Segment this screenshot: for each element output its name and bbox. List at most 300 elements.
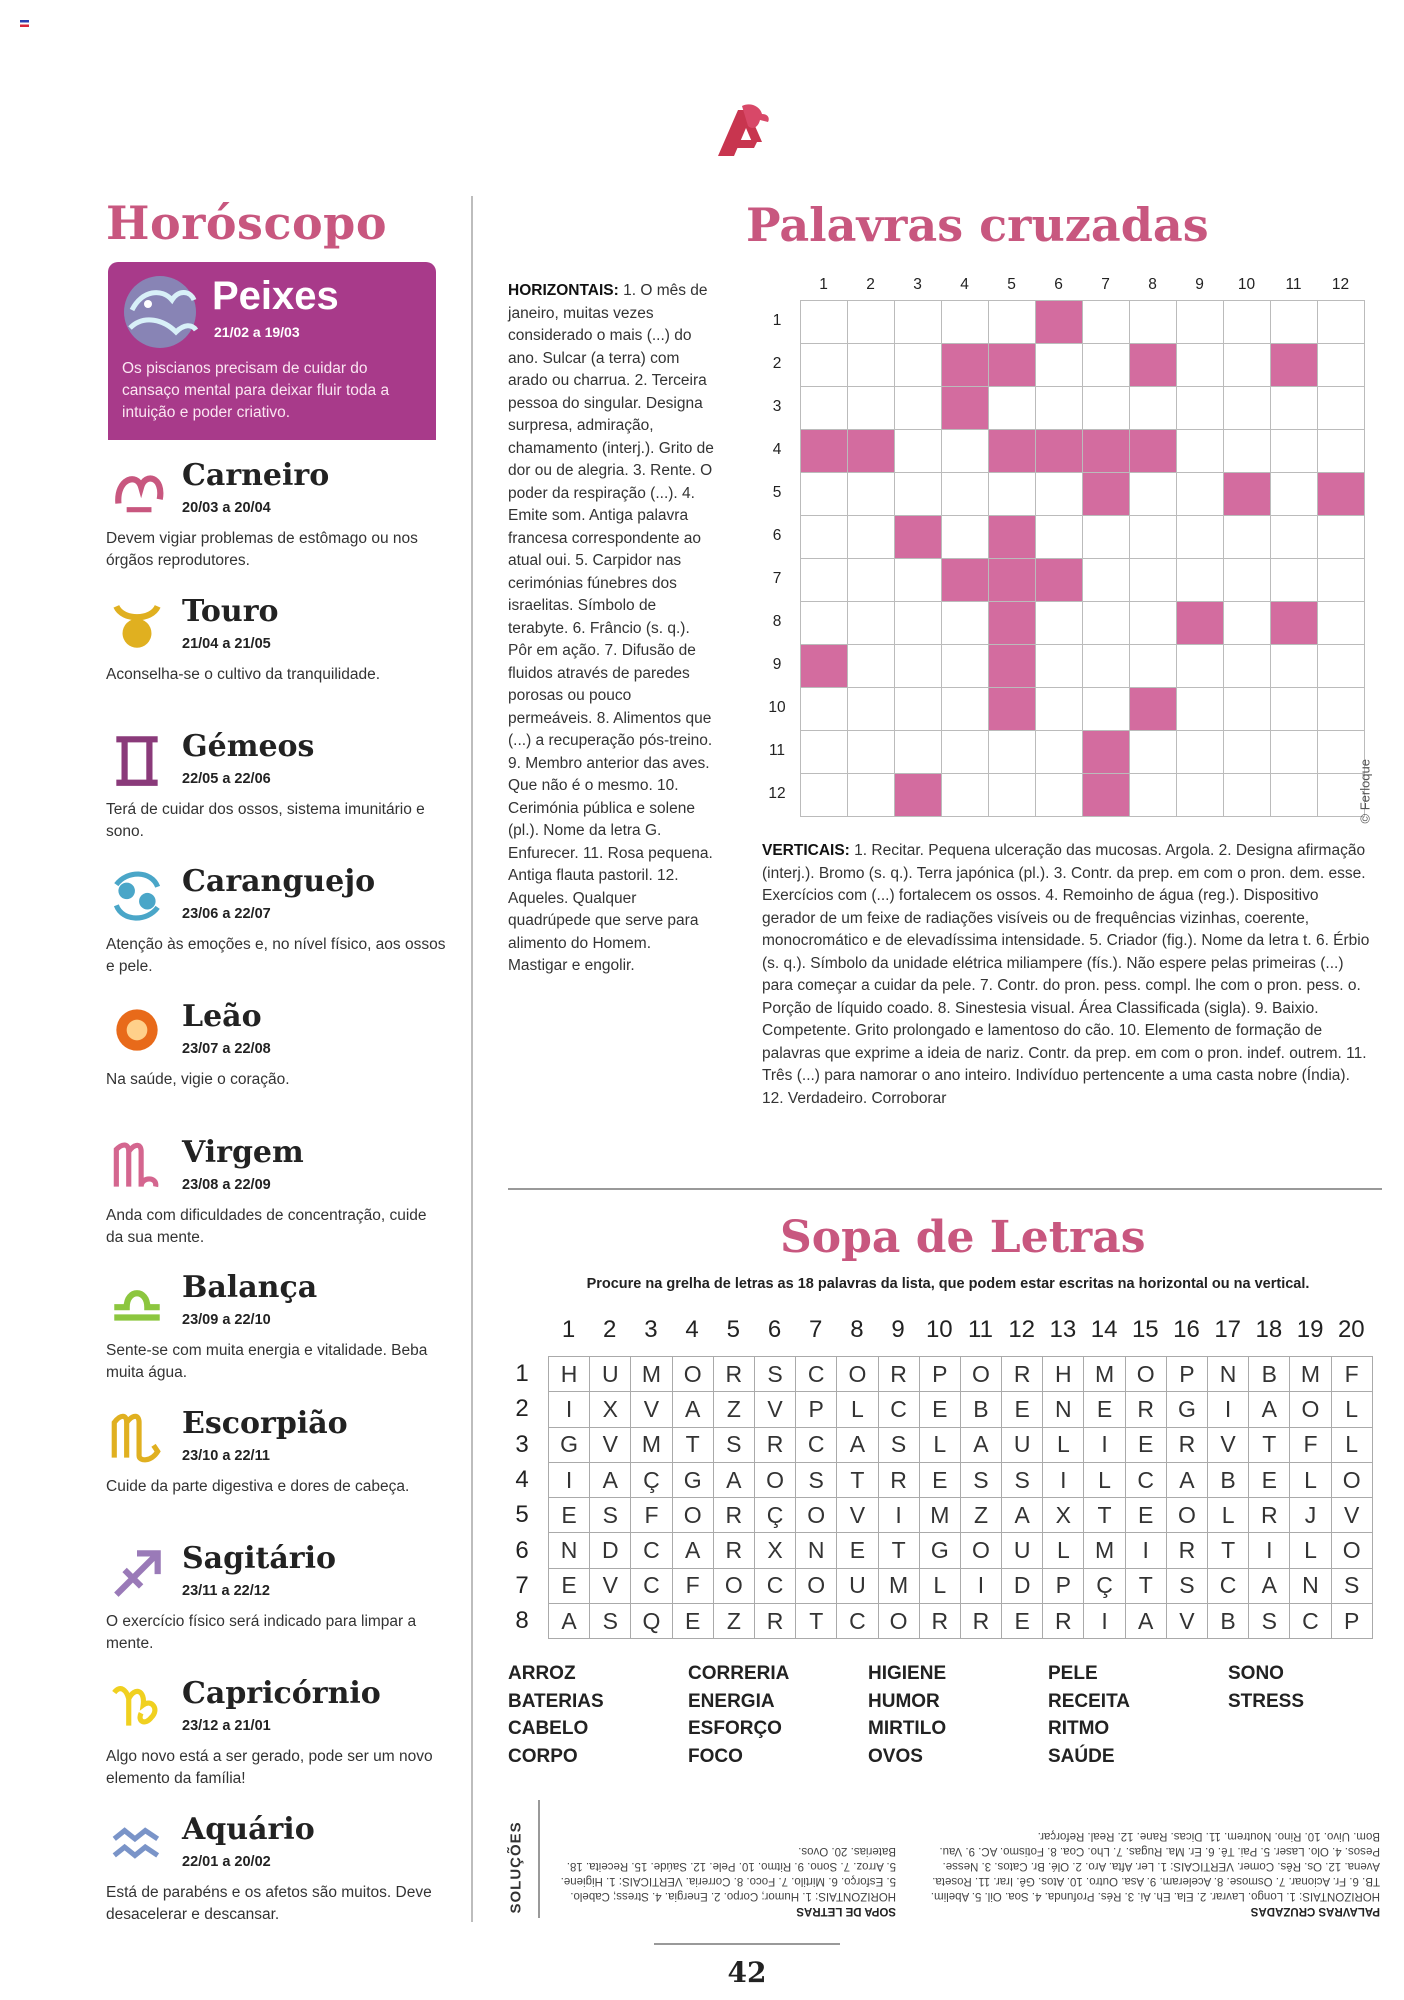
letter-cell[interactable]: B [1208,1604,1249,1639]
letter-cell[interactable]: O [672,1357,713,1392]
crossword-cell[interactable] [989,774,1036,817]
crossword-cell[interactable] [1083,688,1130,731]
letter-cell[interactable]: V [754,1392,795,1427]
crossword-cell[interactable] [1036,602,1083,645]
crossword-cell[interactable] [1130,301,1177,344]
letter-cell[interactable]: M [878,1568,919,1603]
letter-cell[interactable]: L [1084,1462,1125,1497]
letter-cell[interactable]: X [754,1533,795,1568]
letter-cell[interactable]: Ç [631,1462,672,1497]
letter-cell[interactable]: S [796,1462,837,1497]
letter-cell[interactable]: R [754,1604,795,1639]
letter-cell[interactable]: T [1125,1568,1166,1603]
crossword-cell[interactable] [1130,559,1177,602]
crossword-cell[interactable] [1271,301,1318,344]
crossword-cell[interactable] [848,344,895,387]
crossword-cell[interactable] [895,473,942,516]
letter-cell[interactable]: T [1084,1498,1125,1533]
letter-cell[interactable]: S [713,1427,754,1462]
crossword-cell[interactable] [801,602,848,645]
letter-cell[interactable]: E [1084,1392,1125,1427]
letter-cell[interactable]: I [1084,1427,1125,1462]
word-item: BATERIAS [508,1690,604,1712]
crossword-cell[interactable] [1177,301,1224,344]
crossword-cell[interactable] [1177,731,1224,774]
letter-cell[interactable]: C [878,1392,919,1427]
crossword-cell[interactable] [1271,516,1318,559]
letter-cell[interactable]: S [590,1604,631,1639]
crossword-cell[interactable] [942,645,989,688]
letter-cell[interactable]: B [1208,1462,1249,1497]
letter-cell[interactable]: C [1208,1568,1249,1603]
letter-cell[interactable]: F [1331,1357,1372,1392]
crossword-row-number: 3 [772,398,782,415]
sign-text: Atenção às emoções e, no nível físico, aos ossos e pele. [106,936,446,975]
letter-cell[interactable]: V [590,1427,631,1462]
letter-cell[interactable]: S [754,1357,795,1392]
letter-cell[interactable]: U [837,1568,878,1603]
letter-cell[interactable]: V [837,1498,878,1533]
sign-name: Leão [182,999,262,1034]
letter-cell[interactable]: U [590,1357,631,1392]
letter-cell[interactable]: C [1125,1462,1166,1497]
crossword-cell[interactable] [1130,731,1177,774]
ws-solutions-text: HORIZONTAIS: 1. Humor; Corpo. 2. Energia. 4. Stress; Cabelo. 5. Esforço. 6. Mirtilo. 7. Foco. 8. Correria. VERTICAIS: 1. Higiene. 5. Arroz. 7. Sono. 9. Ritmo. 10. Pele. 12. Saúde. 15. Receita. 18. Baterias. 20. Ovos. [560,1845,896,1902]
crossword-cell[interactable] [895,344,942,387]
letter-cell[interactable]: I [1125,1533,1166,1568]
crossword-cell[interactable] [1177,387,1224,430]
letter-cell[interactable]: F [672,1568,713,1603]
crossword-cell[interactable] [989,731,1036,774]
letter-cell[interactable]: L [919,1568,960,1603]
letter-cell[interactable]: E [672,1604,713,1639]
letter-cell[interactable]: E [919,1462,960,1497]
word-item: CORPO [508,1745,578,1767]
crossword-cell[interactable] [1036,645,1083,688]
letter-cell[interactable]: R [878,1462,919,1497]
crossword-row-number: 10 [768,699,786,716]
letter-cell[interactable]: E [549,1568,590,1603]
crossword-cell[interactable] [1271,559,1318,602]
crossword-cell[interactable] [1318,387,1365,430]
letter-cell[interactable]: I [549,1462,590,1497]
letter-cell[interactable]: E [1002,1604,1043,1639]
letter-cell[interactable]: P [796,1392,837,1427]
crossword-cell[interactable] [801,344,848,387]
vertical-clues-label: VERTICAIS: [762,842,850,859]
letter-cell[interactable]: T [1208,1533,1249,1568]
crossword-cell[interactable] [1036,774,1083,817]
letter-cell[interactable]: H [1043,1357,1084,1392]
letter-cell[interactable]: R [1166,1427,1207,1462]
letter-cell[interactable]: Z [713,1604,754,1639]
crossword-cell[interactable] [942,774,989,817]
letter-cell[interactable]: R [713,1533,754,1568]
letter-cell[interactable]: E [1125,1498,1166,1533]
letter-cell[interactable]: X [1043,1498,1084,1533]
letter-cell[interactable]: M [919,1498,960,1533]
crossword-cell[interactable] [1130,774,1177,817]
word-search-col-number: 8 [850,1316,864,1343]
letter-cell[interactable]: S [1331,1568,1372,1603]
letter-cell[interactable]: O [1166,1498,1207,1533]
word-item: FOCO [688,1745,743,1767]
crossword-cell[interactable] [1083,344,1130,387]
letter-cell[interactable]: A [672,1392,713,1427]
letter-cell[interactable]: L [919,1427,960,1462]
letter-cell[interactable]: O [672,1498,713,1533]
crossword-cell[interactable] [848,473,895,516]
letter-cell[interactable]: Q [631,1604,672,1639]
crossword-cell[interactable] [1318,559,1365,602]
letter-cell[interactable]: M [631,1427,672,1462]
crossword-cell[interactable] [942,688,989,731]
crossword-cell[interactable] [1224,602,1271,645]
letter-cell[interactable]: L [1043,1533,1084,1568]
crossword-cell[interactable] [895,387,942,430]
crossword-cell[interactable] [1083,387,1130,430]
letter-cell[interactable]: O [796,1568,837,1603]
crossword-cell[interactable] [895,731,942,774]
sign-name: Balança [182,1270,318,1305]
word-column [688,1660,789,1770]
letter-cell[interactable]: O [878,1604,919,1639]
letter-cell[interactable]: R [878,1357,919,1392]
crossword-cell[interactable] [801,688,848,731]
crossword-black-cell [848,430,895,473]
letter-cell[interactable]: N [1043,1392,1084,1427]
letter-cell[interactable]: L [1043,1427,1084,1462]
letter-cell[interactable]: L [1290,1462,1331,1497]
crossword-cell[interactable] [848,731,895,774]
crossword-cell[interactable] [1036,473,1083,516]
letter-cell[interactable]: B [1249,1357,1290,1392]
crossword-cell[interactable] [1224,344,1271,387]
letter-cell[interactable]: A [837,1427,878,1462]
letter-cell[interactable]: M [1084,1357,1125,1392]
letter-cell[interactable]: I [549,1392,590,1427]
crossword-cell[interactable] [1224,774,1271,817]
letter-cell[interactable]: R [1043,1604,1084,1639]
letter-cell[interactable]: O [960,1357,1001,1392]
crossword-cell[interactable] [895,430,942,473]
sign-name: Escorpião [182,1406,348,1441]
crossword-cell[interactable] [848,774,895,817]
crossword-cell[interactable] [895,602,942,645]
letter-cell[interactable]: J [1290,1498,1331,1533]
letter-cell[interactable]: T [837,1462,878,1497]
crossword-cell[interactable] [848,602,895,645]
letter-cell[interactable]: R [960,1604,1001,1639]
letter-cell[interactable]: F [1290,1427,1331,1462]
letter-cell[interactable]: A [713,1462,754,1497]
sign-dates: 23/07 a 22/08 [182,1041,271,1057]
letter-cell[interactable]: R [1249,1498,1290,1533]
crossword-cell[interactable] [989,387,1036,430]
letter-cell[interactable]: N [1208,1357,1249,1392]
crossword-cell[interactable] [942,602,989,645]
crossword-cell[interactable] [942,731,989,774]
letter-cell[interactable]: R [1125,1392,1166,1427]
letter-cell[interactable]: N [796,1533,837,1568]
letter-cell[interactable]: E [837,1533,878,1568]
letter-cell[interactable]: G [1166,1392,1207,1427]
letter-cell[interactable]: R [919,1604,960,1639]
crossword-black-cell [942,387,989,430]
letter-cell[interactable]: A [1249,1568,1290,1603]
letter-cell[interactable]: S [878,1427,919,1462]
letter-cell[interactable]: C [1290,1604,1331,1639]
letter-cell[interactable]: P [1331,1604,1372,1639]
crossword-cell[interactable] [1318,688,1365,731]
crossword-cell[interactable] [1083,559,1130,602]
crossword-cell[interactable] [1224,559,1271,602]
letter-cell[interactable]: O [1290,1392,1331,1427]
letter-cell[interactable]: O [1331,1462,1372,1497]
crossword-cell[interactable] [1036,387,1083,430]
crossword-cell[interactable] [1083,516,1130,559]
crossword-cell[interactable] [1224,645,1271,688]
crossword-cell[interactable] [895,645,942,688]
crossword-black-cell [1083,430,1130,473]
letter-cell[interactable]: T [796,1604,837,1639]
word-item: MIRTILO [868,1718,947,1739]
letter-cell[interactable]: A [672,1533,713,1568]
crossword-cell[interactable] [1271,473,1318,516]
letter-cell[interactable]: D [1002,1568,1043,1603]
letter-cell[interactable]: R [1166,1533,1207,1568]
crossword-cell[interactable] [1177,559,1224,602]
crossword-cell[interactable] [1083,645,1130,688]
letter-cell[interactable]: D [590,1533,631,1568]
letter-cell[interactable]: R [754,1427,795,1462]
word-search-col-number: 18 [1255,1316,1283,1343]
crossword-cell[interactable] [1177,516,1224,559]
letter-cell[interactable]: P [919,1357,960,1392]
letter-cell[interactable]: T [672,1427,713,1462]
letter-cell[interactable]: G [549,1427,590,1462]
crossword-cell[interactable] [1224,731,1271,774]
crossword-cell[interactable] [1177,473,1224,516]
crossword-cell[interactable] [1318,301,1365,344]
crossword-cell[interactable] [1224,430,1271,473]
crossword-cell[interactable] [801,301,848,344]
crossword-cell[interactable] [1318,602,1365,645]
letter-cell[interactable]: A [1166,1462,1207,1497]
crossword-cell[interactable] [848,688,895,731]
letter-cell[interactable]: C [631,1533,672,1568]
crossword-cell[interactable] [942,301,989,344]
sign-text: O exercício físico será indicado para limpar a mente. [106,1613,417,1652]
letter-cell[interactable]: B [960,1392,1001,1427]
letter-cell[interactable]: E [549,1498,590,1533]
crossword-cell[interactable] [1318,344,1365,387]
letter-cell[interactable]: L [837,1392,878,1427]
crossword-cell[interactable] [989,473,1036,516]
letter-cell[interactable]: A [590,1462,631,1497]
crossword-cell[interactable] [1130,645,1177,688]
letter-cell[interactable]: Ç [754,1498,795,1533]
letter-cell[interactable]: E [1249,1462,1290,1497]
letter-cell[interactable]: F [631,1498,672,1533]
word-search-col-number: 17 [1214,1316,1242,1343]
letter-cell[interactable]: A [1002,1498,1043,1533]
crossword-cell[interactable] [848,301,895,344]
letter-cell[interactable]: V [1331,1498,1372,1533]
letter-cell[interactable]: T [1249,1427,1290,1462]
crossword-cell[interactable] [1177,688,1224,731]
crossword-cell[interactable] [1130,602,1177,645]
crossword-cell[interactable] [801,516,848,559]
letter-cell[interactable]: G [919,1533,960,1568]
letter-cell[interactable]: C [754,1568,795,1603]
crossword-cell[interactable] [1083,602,1130,645]
crossword-cell[interactable] [848,387,895,430]
word-search-row-number: 5 [515,1501,529,1529]
letter-cell[interactable]: C [631,1568,672,1603]
crossword-cell[interactable] [895,559,942,602]
letter-cell[interactable]: R [713,1498,754,1533]
crossword-cell[interactable] [801,774,848,817]
crossword-cell[interactable] [1036,731,1083,774]
crossword-cell[interactable] [1036,688,1083,731]
crossword-cell[interactable] [1177,430,1224,473]
crossword-cell[interactable] [1318,516,1365,559]
crossword-cell[interactable] [1224,301,1271,344]
word-item: RECEITA [1048,1690,1130,1712]
letter-cell[interactable]: I [1043,1462,1084,1497]
crossword-cell[interactable] [801,731,848,774]
letter-cell[interactable]: Ç [1084,1568,1125,1603]
letter-cell[interactable]: Z [960,1498,1001,1533]
letter-cell[interactable]: O [713,1568,754,1603]
letter-cell[interactable]: C [837,1604,878,1639]
letter-cell[interactable]: O [837,1357,878,1392]
crossword-cell[interactable] [801,559,848,602]
word-search-col-number: 6 [767,1316,782,1343]
letter-cell[interactable]: L [1331,1427,1372,1462]
letter-cell[interactable]: L [1208,1498,1249,1533]
crossword-cell[interactable] [801,387,848,430]
crossword-cell[interactable] [1271,774,1318,817]
letter-cell[interactable]: S [960,1462,1001,1497]
letter-cell[interactable]: A [960,1427,1001,1462]
sign-dates: 23/12 a 21/01 [182,1718,271,1734]
crossword-cell[interactable] [1224,516,1271,559]
crossword-cell[interactable] [1271,387,1318,430]
letter-cell[interactable]: P [1166,1357,1207,1392]
letter-cell[interactable]: I [1249,1533,1290,1568]
crossword-cell[interactable] [848,516,895,559]
crossword-cell[interactable] [895,301,942,344]
letter-cell[interactable]: U [1002,1427,1043,1462]
crossword-cell[interactable] [801,473,848,516]
letter-cell[interactable]: I [878,1498,919,1533]
letter-cell[interactable]: E [1125,1427,1166,1462]
letter-cell[interactable]: M [1290,1357,1331,1392]
letter-cell[interactable]: P [1043,1568,1084,1603]
crossword-cell[interactable] [942,473,989,516]
crossword-cell[interactable] [848,559,895,602]
crossword-cell[interactable] [942,430,989,473]
crossword-row-number: 1 [772,312,782,329]
letter-cell[interactable]: L [1290,1533,1331,1568]
letter-cell[interactable]: N [549,1533,590,1568]
letter-cell[interactable]: V [590,1568,631,1603]
letter-cell[interactable]: O [960,1533,1001,1568]
crossword-cell[interactable] [1318,430,1365,473]
letter-cell[interactable]: V [631,1392,672,1427]
crossword-cell[interactable] [1271,430,1318,473]
word-item: SONO [1228,1663,1284,1684]
letter-cell[interactable]: A [549,1604,590,1639]
letter-cell[interactable]: O [1331,1533,1372,1568]
sign-dates: 22/01 a 20/02 [182,1854,271,1870]
crossword-cell[interactable] [1177,645,1224,688]
letter-cell[interactable]: V [1166,1604,1207,1639]
letter-cell[interactable]: M [1084,1533,1125,1568]
letter-cell[interactable]: C [796,1357,837,1392]
crossword-cell[interactable] [1130,516,1177,559]
crossword-cell[interactable] [1271,645,1318,688]
letter-cell[interactable]: A [1249,1392,1290,1427]
letter-cell[interactable]: V [1208,1427,1249,1462]
letter-cell[interactable]: S [1002,1462,1043,1497]
letter-cell[interactable]: L [1331,1392,1372,1427]
crossword-cell[interactable] [1271,731,1318,774]
letter-cell[interactable]: I [1084,1604,1125,1639]
letter-cell[interactable]: O [1125,1357,1166,1392]
letter-cell[interactable]: I [1208,1392,1249,1427]
crossword-cell[interactable] [1036,344,1083,387]
crossword-cell[interactable] [1036,516,1083,559]
letter-cell[interactable]: M [631,1357,672,1392]
crossword-cell[interactable] [1224,387,1271,430]
letter-cell[interactable]: A [1125,1604,1166,1639]
letter-cell[interactable]: H [549,1357,590,1392]
crossword-cell[interactable] [1130,387,1177,430]
letter-cell[interactable]: G [672,1462,713,1497]
crossword-cell[interactable] [1177,344,1224,387]
crossword-cell[interactable] [1271,688,1318,731]
letter-cell[interactable]: O [796,1498,837,1533]
crossword-cell[interactable] [989,301,1036,344]
crossword-cell[interactable] [942,516,989,559]
letter-cell[interactable]: S [590,1498,631,1533]
crossword-cell[interactable] [1130,473,1177,516]
crossword-cell[interactable] [1318,645,1365,688]
crossword-cell[interactable] [1224,688,1271,731]
letter-cell[interactable]: R [713,1357,754,1392]
letter-cell[interactable]: O [754,1462,795,1497]
crossword-cell[interactable] [895,688,942,731]
letter-cell[interactable]: Z [713,1392,754,1427]
letter-cell[interactable]: S [1166,1568,1207,1603]
letter-cell[interactable]: C [796,1427,837,1462]
crossword-cell[interactable] [1177,774,1224,817]
letter-cell[interactable]: R [1002,1357,1043,1392]
crossword-cell[interactable] [1083,301,1130,344]
letter-cell[interactable]: S [1249,1604,1290,1639]
letter-cell[interactable]: E [919,1392,960,1427]
letter-cell[interactable]: N [1290,1568,1331,1603]
letter-cell[interactable]: I [960,1568,1001,1603]
letter-cell[interactable]: T [878,1533,919,1568]
letter-cell[interactable]: E [1002,1392,1043,1427]
letter-cell[interactable]: U [1002,1533,1043,1568]
crossword-cell[interactable] [848,645,895,688]
letter-cell[interactable]: X [590,1392,631,1427]
